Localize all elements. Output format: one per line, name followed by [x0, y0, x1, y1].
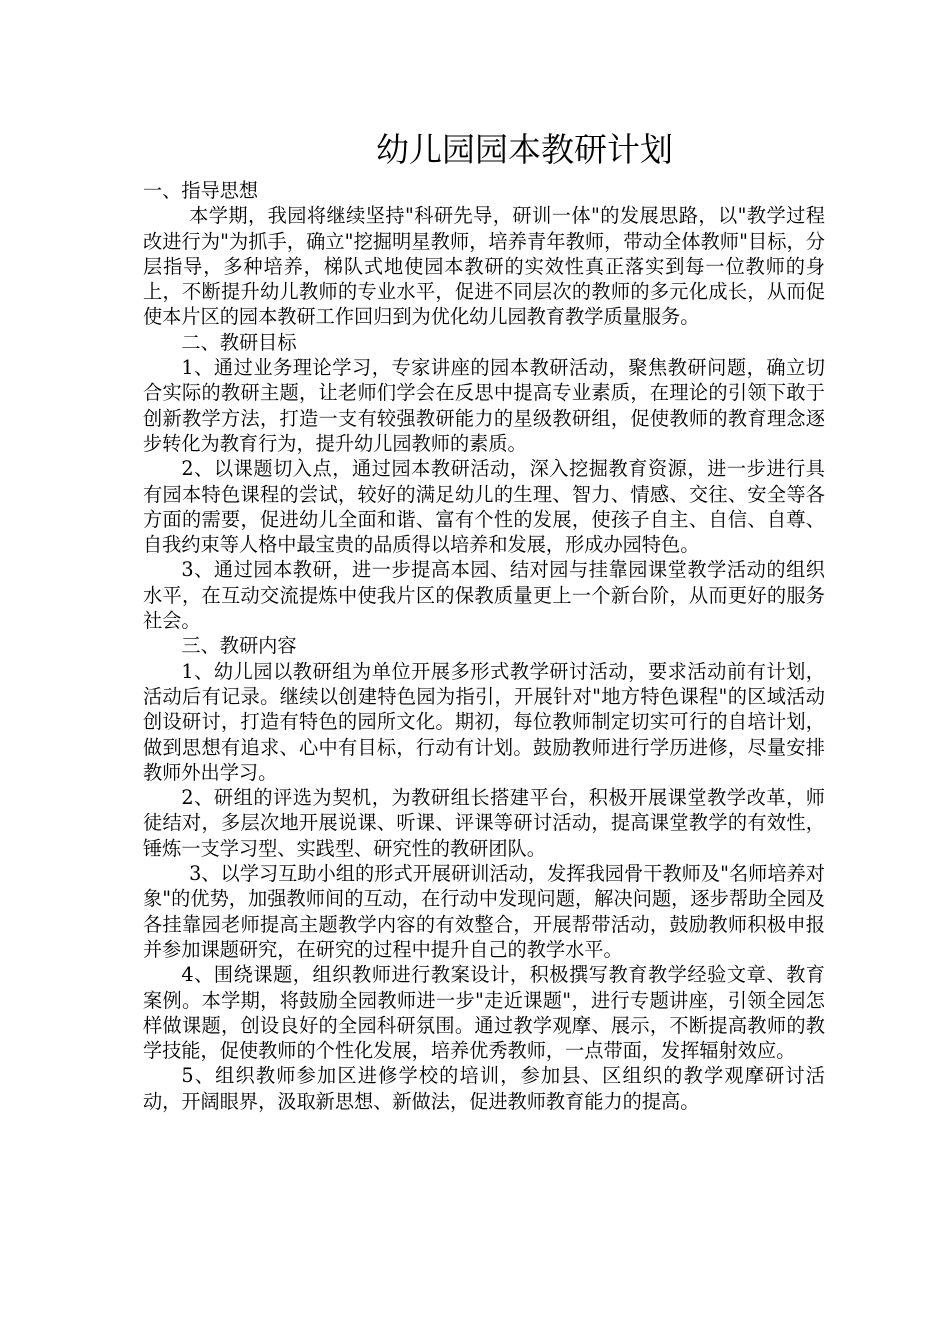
paragraph-content-4: 4、围绕课题，组织教师进行教案设计，积极撰写教育教学经验文章、教育案例。本学期，将鼓励全园教师进一步"走近课题"，进行专题讲座，引领全园怎样做课题，创设良好的全园科研氛围。通过教学观摩、展示，不断提高教师的教学技能，促使教师的个性化发展，培养优秀教师，一点带面，发挥辐射效应。 — [143, 963, 825, 1063]
section-heading-goals: 二、教研目标 — [181, 330, 297, 354]
paragraph-content-2: 2、研组的评选为契机，为教研组长搭建平台，积极开展课堂教学改革，师徒结对，多层次地开展说课、听课、评课等研讨活动，提高课堂教学的有效性，锤炼一支学习型、实践型、研究性的教研团队。 — [143, 786, 825, 860]
section-heading-guiding-thought: 一、指导思想 — [143, 179, 259, 202]
paragraph-content-5: 5、组织教师参加区进修学校的培训，参加县、区组织的教学观摩研讨活动，开阔眼界，汲取新思想、新做法，促进教师教育能力的提高。 — [143, 1064, 825, 1113]
paragraph-goal-3: 3、通过园本教研，进一步提高本园、结对园与挂靠园课堂教学活动的组织水平，在互动交流提炼中使我片区的保教质量更上一个新台阶，从而更好的服务社会。 — [143, 558, 825, 633]
paragraph-goal-2: 2、以课题切入点，通过园本教研活动，深入挖掘教育资源，进一步进行具有园本特色课程的尝试，较好的满足幼儿的生理、智力、情感、交往、安全等各方面的需要，促进幼儿全面和谐、富有个性的发展，使孩子自主、自信、自尊、自我约束等人格中最宝贵的品质得以培养和发展，形成办园特色。 — [143, 457, 825, 557]
paragraph-guiding-thought: 本学期，我园将继续坚持"科研先导，研训一体"的发展思路，以"教学过程改进行为"为抓手，确立"挖掘明星教师，培养青年教师，带动全体教师"目标，分层指导，多种培养，梯队式地使园本教研的实效性真正落实到每一位教师的身上，不断提升幼儿教师的专业水平，促进不同层次的教师的多元化成长，从而促使本片区的园本教研工作回归到为优化幼儿园教育教学质量服务。 — [143, 204, 825, 329]
paragraph-content-1: 1、幼儿园以教研组为单位开展多形式教学研讨活动，要求活动前有计划，活动后有记录。继续以创建特色园为指引，开展针对"地方特色课程"的区域活动创设研讨，打造有特色的园所文化。期初，每位教师制定切实可行的自培计划，做到思想有追求、心中有目标，行动有计划。鼓励教师进行学历进修，尽量安排教师外出学习。 — [143, 659, 825, 784]
paragraph-content-3: 3、以学习互助小组的形式开展研训活动，发挥我园骨干教师及"名师培养对象"的优势，加强教师间的互动，在行动中发现问题，解决问题，逐步帮助全园及各挂靠园老师提高主题教学内容的有效整合，开展帮带活动，鼓励教师积极申报并参加课题研究，在研究的过程中提升自己的教学水平。 — [143, 862, 825, 961]
document-body — [143, 178, 825, 1114]
document-content — [143, 128, 825, 1114]
document-title: 幼儿园园本教研计划 — [376, 130, 673, 169]
paragraph-goal-1: 1、通过业务理论学习，专家讲座的园本教研活动，聚焦教研问题，确立切合实际的教研主题，让老师们学会在反思中提高专业素质，在理论的引领下敢于创新教学方法，打造一支有较强教研能力的星级教研组，促使教师的教育理念逐步转化为教育行为，提升幼儿园教师的素质。 — [143, 356, 825, 455]
section-heading-content: 三、教研内容 — [181, 634, 297, 658]
